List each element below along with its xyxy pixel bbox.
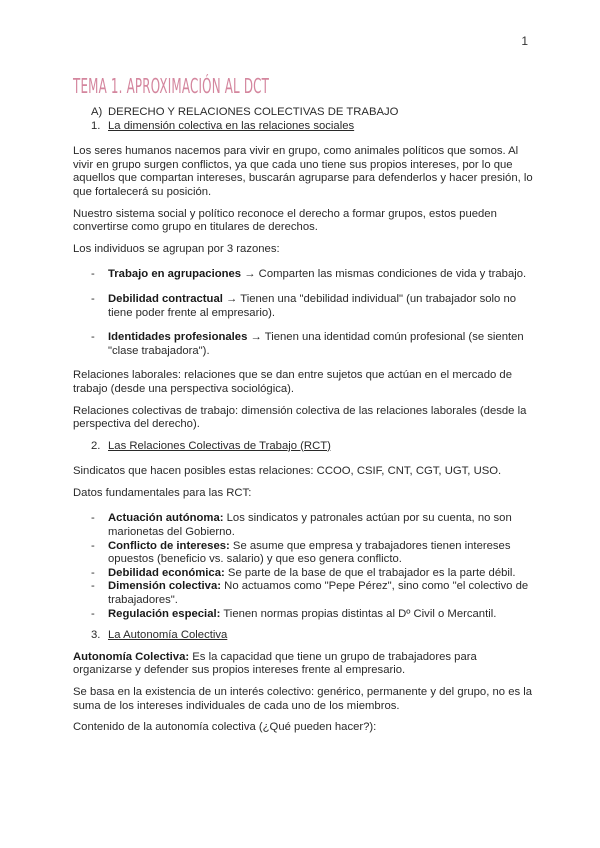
list-item-term: Conflicto de intereses: [108,539,230,552]
list-item [73,268,533,282]
definition-text: Es la capacidad que tiene un grupo de trabajadores para organizarse y defender sus propios intereses frente al empresario. [73,650,477,677]
list-dash: - [91,268,95,281]
paragraph: Datos fundamentales para las RCT: [73,486,252,499]
section-3-heading [73,629,533,643]
section-2-heading [73,440,533,454]
list-item-text: No actuamos como "Pepe Pérez", sino como "el colectivo de trabajadores". [108,580,529,607]
list-dash: - [91,607,95,620]
paragraph: Contenido de la autonomía colectiva (¿Qué pueden hacer?): [73,721,377,734]
list-item [73,293,533,320]
list-dash: - [91,580,95,593]
rct-facts-list [73,512,533,621]
list-item-text: Se asume que empresa y trabajadores tienen intereses opuestos (beneficio vs. salario) y que eso genera conflicto. [108,539,511,566]
list-dash: - [91,566,95,579]
section-3-title: La Autonomía Colectiva [108,629,228,642]
definition-term: Autonomía Colectiva: [73,650,190,663]
paragraph: Relaciones colectivas de trabajo: dimensión colectiva de las relaciones laborales (desde la perspectiva del derecho). [73,404,527,431]
section-2-title: Las Relaciones Colectivas de Trabajo (RCT) [108,439,331,452]
list-item-term: Actuación autónoma: [108,512,224,525]
list-item-term: Debilidad contractual [108,292,223,305]
list-item [73,331,533,358]
section-1-title: La dimensión colectiva en las relaciones sociales [108,119,355,132]
list-item-term: Regulación especial: [108,607,221,620]
paragraph: Los individuos se agrupan por 3 razones: [73,242,280,255]
list-item-term: Trabajo en agrupaciones [108,268,242,281]
paragraph: Nuestro sistema social y político reconoce el derecho a formar grupos, estos pueden convertirse como grupo en titulares de derechos. [73,207,497,234]
page-number: 1 [521,34,528,48]
paragraph: Relaciones laborales: relaciones que se dan entre sujetos que actúan en el mercado de trabajo (desde una perspectiva sociológica). [73,369,512,395]
paragraph: Los seres humanos nacemos para vivir en grupo, como animales políticos que somos. Al vivir en grupo surgen conflictos, ya que cada uno tiene sus propios intereses, por lo que aquellos que compartan intereses, buscarán agruparse para defenderlos y hacer presión, lo que fortalecerá su posición. [73,145,533,198]
definition-paragraph [73,651,533,678]
list-dash: - [91,512,95,525]
list-item-text: → Tienen una "debilidad individual" (un trabajador solo no tiene poder frente al empresario). [108,292,517,319]
section-1-heading [73,120,533,134]
section-a-heading [73,106,533,120]
list-dash: - [91,539,95,552]
list-item-text: Tienen normas propias distintas al Dº Civil o Mercantil. [220,607,497,620]
list-item [73,512,533,539]
list-item [73,540,533,567]
section-2-marker: 2. [91,439,101,452]
section-1-marker: 1. [91,119,101,132]
paragraph: Sindicatos que hacen posibles estas relaciones: CCOO, CSIF, CNT, CGT, UGT, USO. [73,465,502,478]
section-a-marker: A) [91,106,103,118]
paragraph: Se basa en la existencia de un interés colectivo: genérico, permanente y del grupo, no es la suma de los intereses individuales de cada uno de los miembros. [73,686,533,712]
list-item [73,608,533,622]
document-title: TEMA 1. APROXIMACIÓN AL DCT [73,74,270,98]
list-item-text: Los sindicatos y patronales actúan por su cuenta, no son marionetas del Gobierno. [108,512,512,539]
section-3-marker: 3. [91,629,101,642]
list-item [73,580,533,607]
list-item-term: Identidades profesionales [108,331,248,344]
list-item-term: Dimensión colectiva: [108,580,222,593]
list-dash: - [91,331,95,344]
reasons-list [73,268,533,358]
document-body [73,106,533,735]
list-item [73,567,533,581]
list-item-text: Se parte de la base de que el trabajador es la parte débil. [224,566,516,579]
list-item-text: → Tienen una identidad común profesional (se sienten "clase trabajadora"). [108,331,524,357]
section-a-text: DERECHO Y RELACIONES COLECTIVAS DE TRABAJO [108,106,399,118]
list-item-text: → Comparten las mismas condiciones de vida y trabajo. [241,268,527,281]
list-item-term: Debilidad económica: [108,566,225,579]
list-dash: - [91,292,95,305]
